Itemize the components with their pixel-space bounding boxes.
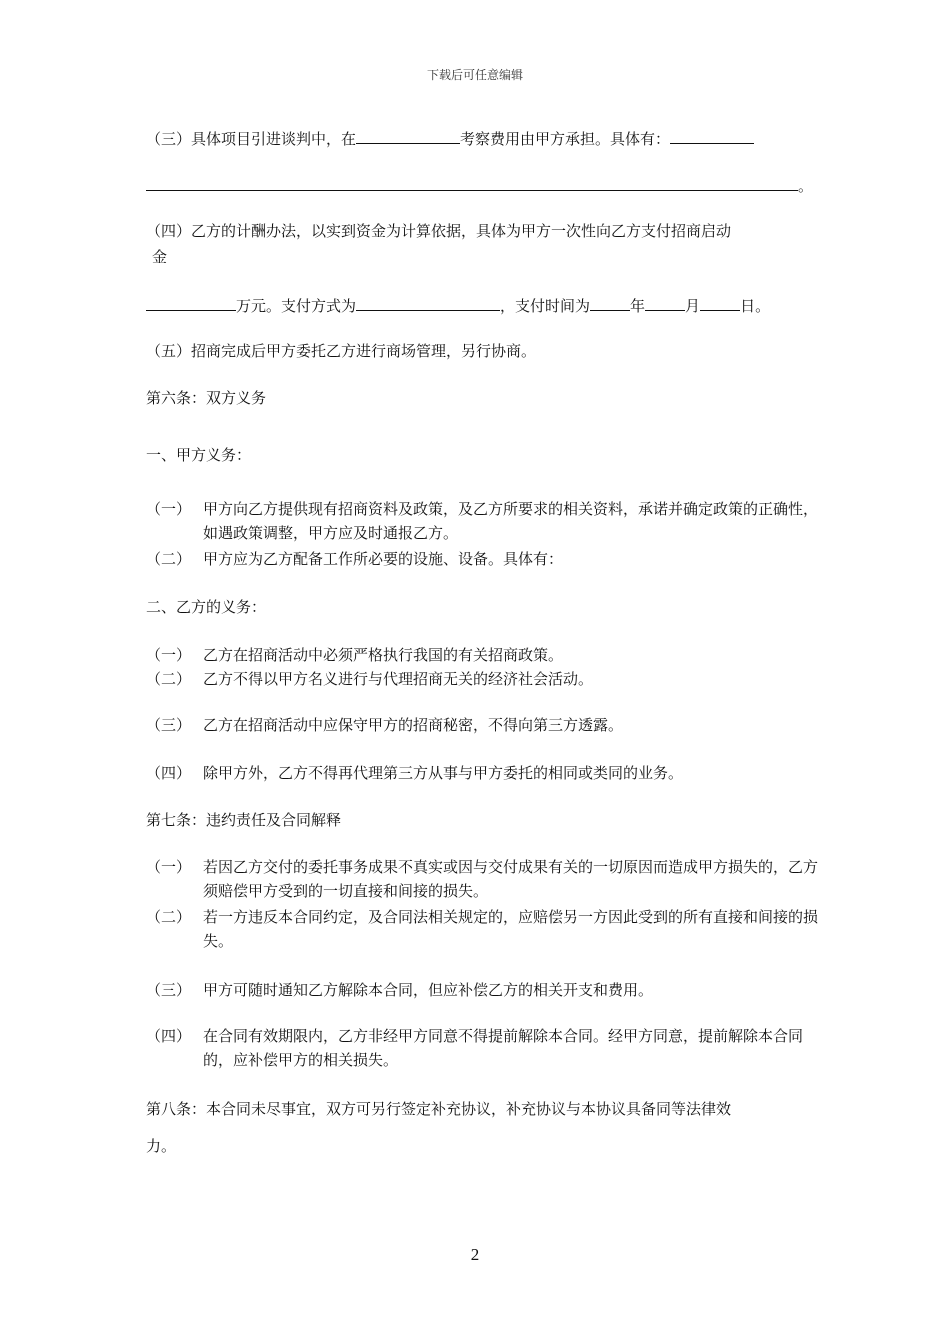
list-item xyxy=(146,855,826,903)
list-item-text: 乙方在招商活动中应保守甲方的招商秘密，不得向第三方透露。 xyxy=(203,716,624,734)
clause-4-month: 月 xyxy=(685,297,701,315)
list-item-number: （一） xyxy=(146,858,192,876)
page-header: 下载后可任意编辑 xyxy=(426,68,523,82)
list-item xyxy=(146,761,826,785)
list-item-number: （一） xyxy=(146,500,192,518)
list-item xyxy=(146,1024,826,1072)
list-item-number: （二） xyxy=(146,670,192,688)
list-item-number: （三） xyxy=(146,981,192,999)
clause-4-line-2: 金 xyxy=(152,248,168,266)
list-item-text: 除甲方外，乙方不得再代理第三方从事与甲方委托的相同或类同的业务。 xyxy=(203,764,684,782)
blank-line xyxy=(700,294,740,311)
list-item-text: 甲方可随时通知乙方解除本合同，但应补偿乙方的相关开支和费用。 xyxy=(203,981,654,999)
clause-4-day: 日。 xyxy=(740,297,771,315)
clause-4-line-1: （四）乙方的计酬办法，以实到资金为计算依据，具体为甲方一次性向乙方支付招商启动 xyxy=(146,222,732,240)
list-item-number: （二） xyxy=(146,550,192,568)
article-7-title: 第七条：违约责任及合同解释 xyxy=(146,811,342,829)
blank-line xyxy=(645,294,685,311)
clause-4-year: 年 xyxy=(630,297,646,315)
blank-line xyxy=(356,127,460,144)
list-item-text: 甲方向乙方提供现有招商资料及政策，及乙方所要求的相关资料，承诺并确定政策的正确性，如遇政策调整，甲方应及时通报乙方。 xyxy=(203,500,819,542)
clause-3-continuation xyxy=(146,174,813,196)
list-item-text: 甲方应为乙方配备工作所必要的设施、设备。具体有： xyxy=(203,550,564,568)
list-item-text: 在合同有效期限内，乙方非经甲方同意不得提前解除本合同。经甲方同意，提前解除本合同的，应补偿甲方的相关损失。 xyxy=(203,1027,804,1069)
list-item xyxy=(146,547,826,571)
list-item xyxy=(146,978,826,1002)
blank-line xyxy=(670,127,754,144)
party-a-obligations-title: 一、甲方义务： xyxy=(146,446,252,464)
clause-3-line xyxy=(146,127,754,149)
list-item-number: （四） xyxy=(146,1027,192,1045)
blank-line xyxy=(356,294,500,311)
clause-3-text-a: （三）具体项目引进谈判中，在 xyxy=(146,130,357,148)
party-b-obligations-title: 二、乙方的义务： xyxy=(146,598,267,616)
article-6-title: 第六条：双方义务 xyxy=(146,389,267,407)
clause-3-text-b: 考察费用由甲方承担。具体有： xyxy=(460,130,671,148)
list-item-number: （三） xyxy=(146,716,192,734)
blank-line xyxy=(590,294,630,311)
clause-4-time: ，支付时间为 xyxy=(500,297,591,315)
list-item-text: 乙方在招商活动中必须严格执行我国的有关招商政策。 xyxy=(203,646,564,664)
list-item xyxy=(146,497,826,545)
list-item-text: 若一方违反本合同约定，及合同法相关规定的，应赔偿另一方因此受到的所有直接和间接的损失。 xyxy=(203,908,819,950)
article-8-line-2: 力。 xyxy=(146,1137,177,1155)
list-item xyxy=(146,667,826,691)
list-item xyxy=(146,643,826,667)
clause-5: （五）招商完成后甲方委托乙方进行商场管理，另行协商。 xyxy=(146,342,537,360)
list-item-number: （一） xyxy=(146,646,192,664)
list-item xyxy=(146,713,826,737)
clause-4-payment-line xyxy=(146,294,770,316)
list-item-number: （二） xyxy=(146,908,192,926)
blank-line xyxy=(146,294,236,311)
page-number: 2 xyxy=(470,1245,480,1264)
list-item-text: 乙方不得以甲方名义进行与代理招商无关的经济社会活动。 xyxy=(203,670,594,688)
list-item-text: 若因乙方交付的委托事务成果不真实或因与交付成果有关的一切原因而造成甲方损失的，乙方须赔偿甲方受到的一切直接和间接的损失。 xyxy=(203,858,819,900)
clause-3-end: 。 xyxy=(798,177,814,195)
list-item xyxy=(146,905,826,953)
clause-4-wan: 万元。支付方式为 xyxy=(236,297,357,315)
list-item-number: （四） xyxy=(146,764,192,782)
blank-line xyxy=(146,174,798,191)
article-8-line-1: 第八条：本合同未尽事宜，双方可另行签定补充协议，补充协议与本协议具备同等法律效 xyxy=(146,1100,732,1118)
